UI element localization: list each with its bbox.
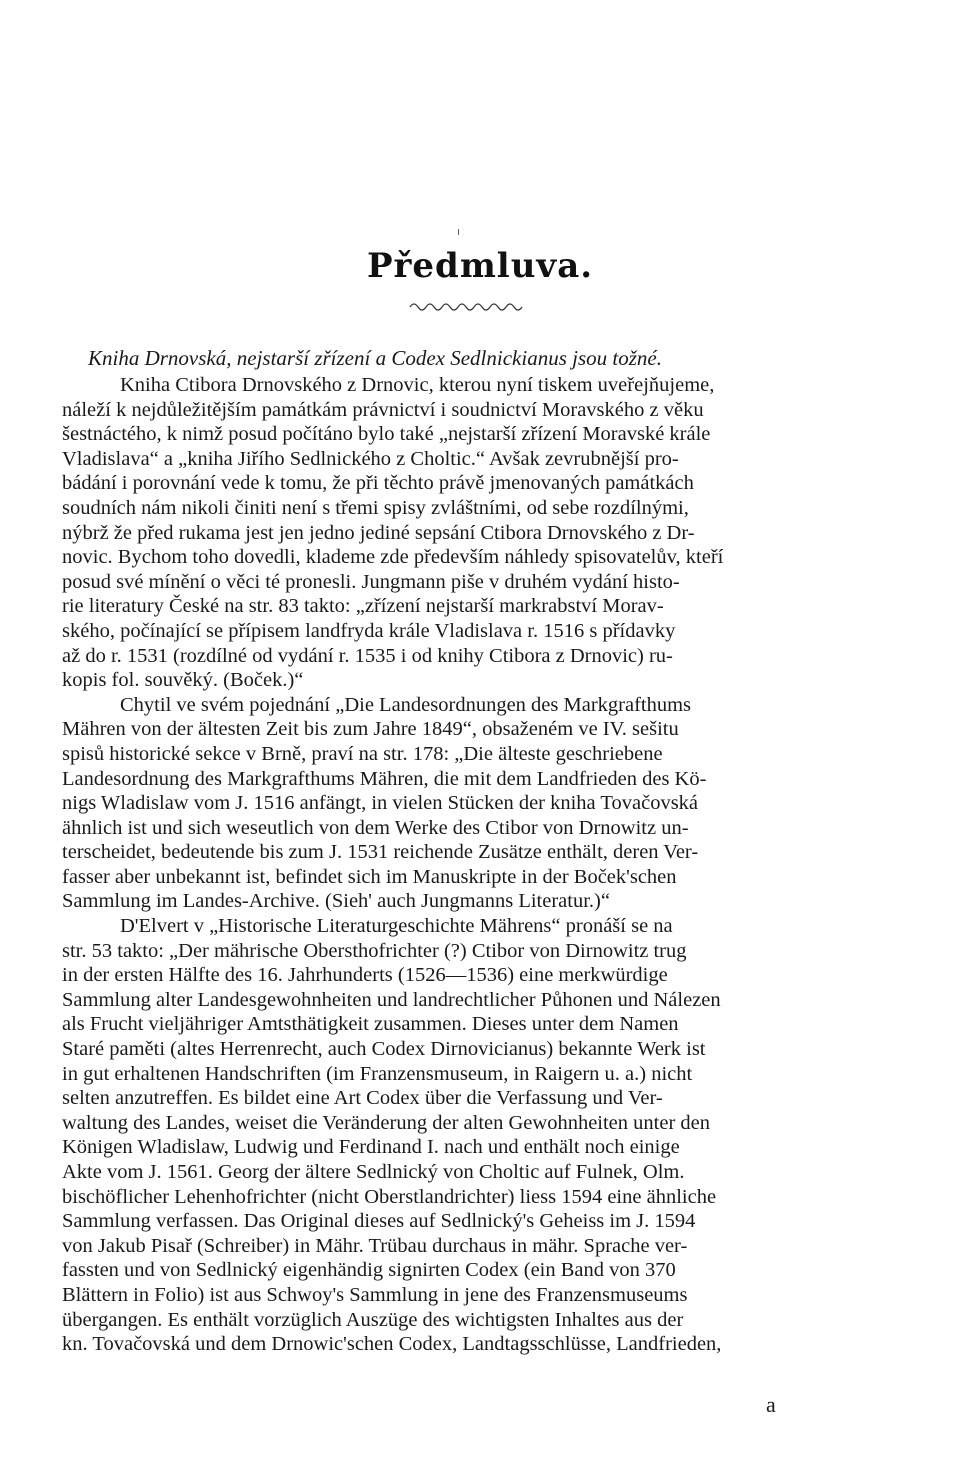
text-line: Mähren von der ältesten Zeit bis zum Jahre 1849“, obsaženém ve IV. sešitu: [62, 718, 679, 741]
text-line: Akte vom J. 1561. Georg der ältere Sedlnický von Choltic auf Fulnek, Olm.: [62, 1161, 685, 1183]
text-line: Sammlung im Landes-Archive. (Sieh' auch Jungmanns Literatur.)“: [62, 890, 610, 913]
text-line: šestnáctého, k nimž posud počítáno bylo také „nejstarší zřízení Moravské krále: [62, 423, 711, 446]
text-line: až do r. 1531 (rozdílné od vydání r. 1535 i od knihy Ctibora z Drnovic) ru-: [62, 644, 673, 667]
ink-speck: [458, 229, 459, 235]
page-signature-mark: a: [766, 1392, 776, 1417]
text-line: soudních nám nikoli činiti není s třemi spisy zvláštními, od sebe rozdílnými,: [62, 496, 689, 519]
text-line: ského, počínající se přípisem landfryda krále Vladislava r. 1516 s přídavky: [62, 619, 676, 642]
text-line: nýbrž že před rukama jest jen jedno jediné sepsání Ctibora Drnovského z Dr-: [62, 521, 695, 544]
text-line: Blättern in Folio) ist aus Schwoy's Sammlung in jene des Franzensmuseums: [62, 1283, 688, 1306]
text-line: ähnlich ist und sich weseutlich von dem Werke des Ctibor von Drnowitz un-: [62, 816, 689, 839]
text-line: als Frucht vieljähriger Amtsthätigkeit zusammen. Dieses unter dem Namen: [62, 1013, 679, 1036]
text-line: Sammlung verfassen. Das Original dieses auf Sedlnický's Geheiss im J. 1594: [62, 1210, 696, 1233]
text-line: Sammlung alter Landesgewohnheiten und landrechtlicher Půhonen und Nálezen: [62, 988, 721, 1011]
text-line: Landesordnung des Markgrafthums Mähren, die mit dem Landfrieden des Kö-: [62, 767, 707, 790]
text-line: novic. Bychom toho dovedli, klademe zde především náhledy spisovatelův, kteří: [62, 546, 724, 569]
text-line: in der ersten Hälfte des 16. Jahrhunderts (1526—1536) eine merkwürdige: [62, 964, 668, 987]
page-title: Předmluva.: [366, 246, 594, 286]
text-line: waltung des Landes, weiset die Veränderung der alten Gewohnheiten unter den: [62, 1111, 711, 1134]
text-line: str. 53 takto: „Der mährische Obersthofrichter (?) Ctibor von Dirnowitz trug: [62, 939, 687, 962]
text-line: übergangen. Es enthält vorzüglich Auszüge des wichtigsten Inhaltes aus der: [62, 1308, 684, 1331]
text-line: kn. Tovačovská und dem Drnowic'schen Codex, Landtagsschlüsse, Landfrieden,: [62, 1333, 722, 1356]
body-text: [62, 373, 862, 1357]
text-line: selten anzutreffen. Es bildet eine Art Codex über die Verfassung und Ver-: [62, 1087, 663, 1110]
text-line: kopis fol. souvěký. (Boček.)“: [62, 669, 304, 692]
text-line: von Jakub Pisař (Schreiber) in Mähr. Trübau durchaus in mähr. Sprache ver-: [62, 1234, 688, 1257]
text-line: Chytil ve svém pojednání „Die Landesordnungen des Markgrafthums: [120, 693, 692, 716]
text-line: terscheidet, bedeutende bis zum J. 1531 reichende Zusätze enthält, deren Ver-: [62, 841, 699, 864]
chapter-subtitle: Kniha Drnovská, nejstarší zřízení a Codex Sedlnickianus jsou tožné.: [88, 346, 662, 370]
text-line: bádání i porovnání vede k tomu, že při těchto právě jmenovaných památkách: [62, 472, 694, 495]
text-line: fasser aber unbekannt ist, befindet sich im Manuskripte in der Boček'schen: [62, 865, 677, 888]
text-line: náleží k nejdůležitějším památkám právnictví i soudnictví Moravského z věku: [62, 398, 704, 421]
text-line: fassten und von Sedlnický eigenhändig signirten Codex (ein Band von 370: [62, 1259, 676, 1282]
text-line: D'Elvert v „Historische Literaturgeschichte Mährens“ pronáší se na: [120, 915, 673, 938]
text-line: rie literatury České na str. 83 takto: „zřízení nejstarší markrabství Morav-: [62, 595, 664, 618]
text-line: in gut erhaltenen Handschriften (im Franzensmuseum, in Raigern u. a.) nicht: [62, 1062, 693, 1085]
text-line: Staré paměti (altes Herrenrecht, auch Codex Dirnovicianus) bekannte Werk ist: [62, 1038, 706, 1061]
text-line: bischöflicher Lehenhofrichter (nicht Oberstlandrichter) liess 1594 eine ähnliche: [62, 1185, 717, 1208]
text-line: nigs Wladislaw vom J. 1516 anfängt, in vielen Stücken der kniha Tovačovská: [62, 792, 699, 815]
title-flourish-ornament: [408, 300, 526, 314]
text-line: posud své mínění o věci té pronesli. Jungmann piše v druhém vydání histo-: [62, 570, 680, 593]
text-line: spisů historické sekce v Brně, praví na str. 178: „Die älteste geschriebene: [62, 742, 663, 765]
text-line: Vladislava“ a „kniha Jiřího Sedlnického z Choltic.“ Avšak zevrubnější pro-: [62, 447, 679, 470]
text-line: Königen Wladislaw, Ludwig und Ferdinand I. nach und enthält noch einige: [62, 1136, 680, 1159]
text-line: Kniha Ctibora Drnovského z Drnovic, kterou nyní tiskem uveřejňujeme,: [120, 374, 715, 396]
